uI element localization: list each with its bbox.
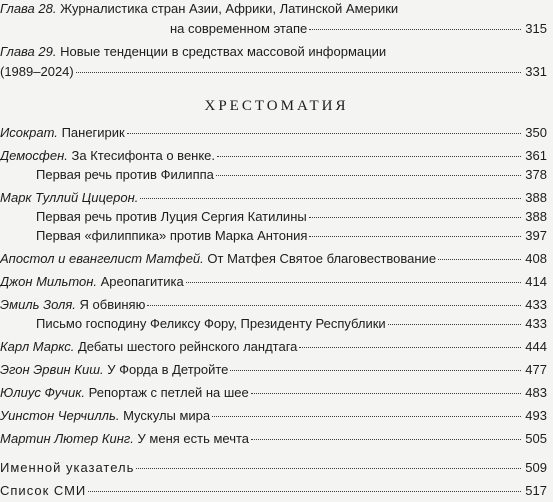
entry-author: Мартин Лютер Кинг.	[0, 431, 134, 446]
toc-entry	[0, 273, 547, 290]
entry-author: Карл Маркс.	[0, 339, 75, 354]
entry-title: Панегирик	[61, 125, 125, 140]
entry-title: Письмо господину Феликсу Фору, Президенту Республики	[36, 316, 386, 331]
toc-entry	[0, 296, 547, 313]
entry-page: 483	[525, 385, 547, 400]
entry-page: 388	[525, 209, 547, 224]
toc-subentry	[36, 166, 547, 183]
toc-entry	[0, 384, 547, 401]
entry-page: 414	[525, 274, 547, 289]
dot-leader	[127, 133, 521, 134]
chapter-29-title-line2: (1989–2024)	[0, 64, 74, 79]
entry-title: За Ктесифонта о венке.	[71, 148, 216, 163]
toc-entry	[0, 407, 547, 424]
entry-page: 361	[525, 148, 547, 163]
entry-page: 493	[525, 408, 547, 423]
dot-leader	[309, 236, 521, 237]
chapter-28-page: 315	[525, 21, 547, 36]
dot-leader	[217, 156, 521, 157]
entry-title: Мускулы мира	[123, 408, 211, 423]
entry-page: 408	[525, 251, 547, 266]
entry-author: Юлиус Фучик.	[0, 385, 86, 400]
entry-page: 378	[525, 167, 547, 182]
entry-title: Первая «филиппика» против Марка Антония	[36, 228, 308, 243]
toc-entry	[0, 189, 547, 206]
entry-title: Первая речь против Филиппа	[36, 167, 214, 182]
entry-page: 444	[525, 339, 547, 354]
entry-author: Эгон Эрвин Киш.	[0, 362, 104, 377]
entry-author: Уинстон Черчилль.	[0, 408, 120, 423]
entry-page: 350	[525, 125, 547, 140]
entry-author: Исократ.	[0, 125, 58, 140]
dot-leader	[309, 29, 521, 30]
dot-leader	[299, 347, 521, 348]
dot-leader	[216, 175, 521, 176]
entry-page: 433	[525, 316, 547, 331]
toc-entry	[0, 361, 547, 378]
dot-leader	[251, 393, 521, 394]
dot-leader	[140, 198, 521, 199]
entry-page: 509	[525, 460, 547, 475]
toc-entry	[0, 338, 547, 355]
chapter-29-line1	[0, 43, 547, 60]
entry-author: Джон Мильтон.	[0, 274, 97, 289]
entry-title: Дебаты шестого рейнского ландтага	[77, 339, 298, 354]
chapter-29-page: 331	[525, 64, 547, 79]
dot-leader	[230, 370, 521, 371]
entry-author: Марк Туллий Цицерон.	[0, 190, 139, 205]
toc-subentry	[36, 208, 547, 225]
toc-entry-media-list	[0, 482, 547, 499]
entry-title: Репортаж с петлей на шее	[88, 385, 249, 400]
dot-leader	[186, 282, 521, 283]
toc-subentry	[36, 315, 547, 332]
chapter-28-line1	[0, 0, 547, 17]
entry-page: 433	[525, 297, 547, 312]
entry-title: Ареопагитика	[100, 274, 184, 289]
toc-entry	[0, 124, 547, 141]
entry-title: Первая речь против Луция Сергия Катилины	[36, 209, 307, 224]
entry-author: Апостол и евангелист Матфей.	[0, 251, 204, 266]
toc-entry	[0, 147, 547, 164]
entry-page: 388	[525, 190, 547, 205]
entry-title: Список СМИ	[0, 483, 87, 498]
entry-author: Демосфен.	[0, 148, 68, 163]
chapter-28-line2	[170, 20, 547, 37]
entry-title: От Матфея Святое благовествование	[207, 251, 437, 266]
chapter-29-line2	[0, 63, 547, 80]
chapter-29-title-line1: Новые тенденции в средствах массовой информации	[60, 44, 387, 59]
entry-page: 517	[525, 483, 547, 498]
entry-title: Я обвиняю	[79, 297, 146, 312]
dot-leader	[136, 468, 521, 469]
chapter-28-title-line1: Журналистика стран Азии, Африки, Латинской Америки	[60, 1, 399, 16]
entry-title: У Форда в Детройте	[107, 362, 229, 377]
dot-leader	[88, 491, 521, 492]
entry-page: 505	[525, 431, 547, 446]
chapter-29-label: Глава 29.	[0, 44, 57, 59]
toc-subentry	[36, 227, 547, 244]
entry-page: 397	[525, 228, 547, 243]
chapter-28-label: Глава 28.	[0, 1, 57, 16]
dot-leader	[212, 416, 521, 417]
dot-leader	[388, 324, 521, 325]
entry-title: Именной указатель	[0, 460, 135, 475]
section-title: ХРЕСТОМАТИЯ	[204, 98, 349, 114]
toc-entry-index	[0, 459, 547, 476]
entry-title: У меня есть мечта	[137, 431, 250, 446]
dot-leader	[251, 439, 521, 440]
toc-entry	[0, 430, 547, 447]
dot-leader	[309, 217, 521, 218]
dot-leader	[76, 72, 521, 73]
dot-leader	[438, 259, 521, 260]
chapter-28-title-line2: на современном этапе	[170, 21, 308, 36]
toc-entry	[0, 250, 547, 267]
entry-author: Эмиль Золя.	[0, 297, 76, 312]
entry-page: 477	[525, 362, 547, 377]
dot-leader	[147, 305, 521, 306]
